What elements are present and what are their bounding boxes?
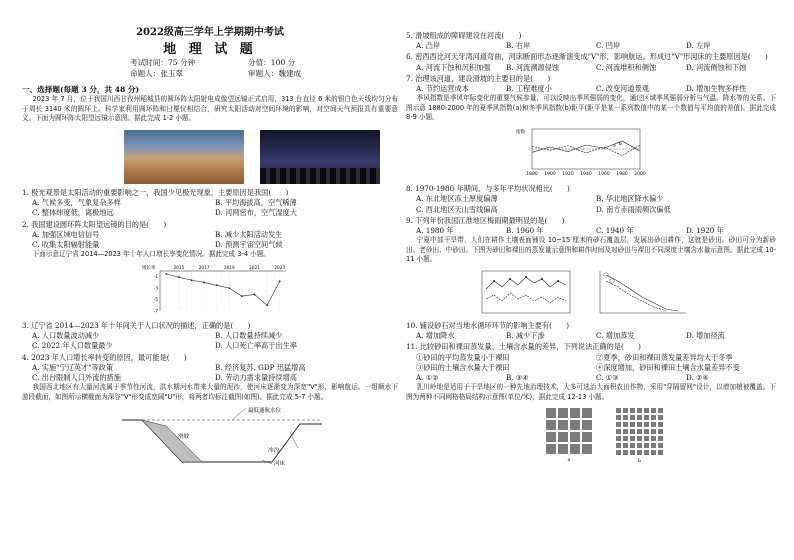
exam-time: 考试时间：75 分钟 [130, 58, 196, 67]
question-3 [22, 321, 398, 352]
option[interactable]: B. 人口数量持续减少 [215, 331, 283, 341]
monsoon-chart-svg [514, 125, 644, 179]
figure-label-left: 滑坡 [178, 434, 190, 441]
series-annotation: a [613, 143, 616, 149]
question-stem: 10. 铺设砂石对当地水循环环节的影响主要有( ) [406, 321, 570, 330]
x-tick-label: 1900 [544, 172, 556, 177]
question-stem: 11. 比较砂田和裸田蒸发量、土壤含水量的差异，下列说法正确的是( ) [406, 342, 641, 352]
river-cross-section-svg [122, 406, 322, 466]
data-point [266, 304, 268, 306]
population-chart [142, 263, 398, 318]
option[interactable]: B. 1960 年 [506, 226, 544, 236]
telescope-photo-night [260, 130, 380, 184]
x-tick-label: 1960 [598, 172, 610, 177]
question-9 [406, 216, 776, 236]
evaporation-chart-svg [478, 269, 574, 319]
x-tick-label: 2019 [223, 264, 235, 270]
statement: ①砂田的平均蒸发量小于裸田 [416, 352, 510, 362]
sand-field-intro: 宁夏中部干旱带，人们在耕作土壤表面铺设 10~15 厘米的砂石覆盖层，发展出砂田耕作，这就是砂田。砂田可分为新砂田、老砂田、中砂田。下图为砂田和裸田的蒸发量示意图和耕作时间及对砂田与裸田不同深度土壤含水量示意图。据此完成 10-11 小题。 [406, 236, 776, 264]
series-annotation: b [619, 142, 622, 147]
option[interactable]: D. 劳动力需求量持续增高 [215, 373, 297, 383]
grid-label-a: a [567, 457, 571, 464]
data-point [203, 281, 205, 283]
figure-label-river: 河床 [274, 461, 286, 468]
option[interactable]: A. 气候多变，气象复杂多样 [32, 198, 121, 208]
exam-subtitle: 地 理 试 题 [163, 42, 257, 57]
x-tick-label: 2015 [173, 264, 185, 270]
option[interactable]: D. ②④ [686, 373, 709, 383]
population-intro: 下面示意辽宁省 2014—2023 年十年人口增长率变化情况。据此完成 3-4 小题。 [32, 250, 270, 259]
option[interactable]: A. 增加降水 [416, 331, 455, 341]
sand-field-figures [478, 269, 776, 319]
option[interactable]: C. 凹岸 [596, 41, 621, 51]
data-point [228, 287, 230, 289]
question-1 [22, 188, 398, 219]
y-axis-label: 指数 [516, 130, 525, 135]
option[interactable]: B. ③④ [506, 373, 529, 383]
y-tick-label: -1 [153, 274, 158, 280]
grid-figure-b [616, 408, 663, 466]
question-stem: 4. 2023 年人口增长率转变的原因，最可能是( ) [22, 352, 187, 362]
y-tick-label: -5 [153, 296, 158, 302]
option[interactable]: D. 增加生物多样性 [686, 84, 747, 94]
option[interactable]: D. 左岸 [686, 41, 711, 51]
option[interactable]: B. 右岸 [506, 41, 531, 51]
exam-author: 命题人：张玉翠 [130, 69, 184, 78]
x-tick-label: 1940 [580, 172, 592, 177]
question-7 [406, 74, 776, 94]
monsoon-chart [514, 125, 776, 182]
option[interactable]: C. 改变河道景观 [596, 84, 649, 94]
exam-reviewer: 审题人：魏建成 [248, 69, 302, 78]
statement: ③砂田的土壤含水量大于裸田 [416, 362, 510, 372]
option[interactable]: D. 河流侧蚀和下蚀 [686, 62, 747, 72]
telescope-photo-desert [124, 130, 244, 184]
question-5 [406, 31, 776, 51]
data-point [216, 284, 218, 286]
question-10 [406, 321, 776, 341]
x-tick-label: 2023 [274, 264, 286, 270]
option[interactable]: D. 预测宇宙空间气候 [215, 240, 283, 249]
data-point [254, 293, 256, 295]
option[interactable]: A. 1980 年 [416, 226, 454, 236]
series-line [532, 145, 640, 156]
option[interactable]: B. 河流溯源侵蚀 [506, 62, 559, 72]
x-tick-label: 2021 [249, 264, 260, 270]
option[interactable]: D. 河网密布，空气湿度大 [215, 208, 297, 218]
question-2 [22, 220, 398, 251]
option[interactable]: B. 平均海拔高，空气稀薄 [215, 198, 297, 208]
y-tick-label: -3 [153, 285, 158, 291]
question-stem: 1. 极光观景是太阳活动的重要影响之一，我国少见极光现象，主要原因是我国( ) [22, 187, 289, 197]
option[interactable]: D. 1920 年 [686, 226, 724, 236]
x-tick-label: 2017 [198, 264, 210, 270]
option[interactable]: A. 凸岸 [416, 41, 441, 51]
grid-pattern-a [546, 408, 592, 454]
figure-label-right: 冲沟 [268, 448, 280, 455]
option[interactable]: D. 南方赤雨雨频次偏低 [596, 204, 671, 214]
question-stem: 8. 1970-1980 年期间，与多年平均状况相比( ) [406, 184, 570, 194]
option[interactable]: C. 出台限制人口外流的措施 [32, 373, 121, 383]
section-heading: 一、选择题(每题 3 分，共 48 分) [22, 85, 140, 94]
monsoon-intro: 季风指数是季风年际变化的重要气候参量，可以反映出季风强弱的变化，通过区域季风强弱分析与气温、降水等的关系。下图示意 1880-2000 年的夏季风指数(a)和冬季风指数(b)距平(距平是某一系列数值中的某一个数值与平均值的差值)。据此完成 8-9 小题。 [406, 94, 776, 122]
question-6 [406, 52, 776, 72]
data-point [241, 295, 243, 297]
question-stem: 5. 滑坡组成的障碍建设在河流( ) [406, 31, 522, 40]
grid-intro: 乳川岭地是适用于干旱地区的一种先地治理技术，大多可选治大面积农田作物，采用"穿隔留网"设计，以增加植被覆盖。下图为两种不同网格格局结构示意图(单位/米)，据此完成 12-13 小题。 [406, 383, 776, 401]
series-line [166, 274, 279, 305]
left-column [22, 0, 398, 470]
x-tick-label: 1980 [616, 172, 628, 177]
option[interactable]: C. 河流堆积和侧蚀 [596, 62, 657, 72]
question-stem: 7. 治理该河道，建设滑坡的主要目的是( ) [406, 73, 551, 83]
question-stem: 3. 辽宁省 2014—2023 年十年间关于人口状况的描述，正确的是( ) [22, 321, 251, 330]
intro-paragraph: 2023 年 7 月，位于我国川西甘孜州稻城县的圆环阵太阳射电成像望远镜正式启用，313 台直径 6 米的银白色天线均匀分布于周长 3140 米的圆环上。科学家利用圆环阵和日冕仪相结合，研究太阳活动对空间环境的影响，对空间天气预报具有重要意义。下面为圆环阵太阳望远镜示意图。据此完成 1-2 小题。 [22, 95, 398, 123]
question-11 [406, 342, 776, 383]
question-4 [22, 353, 398, 384]
series-line [532, 141, 640, 152]
data-point [279, 280, 281, 282]
population-chart-svg [142, 263, 292, 315]
y-tick-label: -7 [153, 308, 158, 314]
statement: ④深度增加，砂田和裸田土壤含水量差异不变 [596, 362, 740, 372]
option[interactable]: C. 增加蒸发 [596, 331, 635, 341]
right-column [406, 30, 776, 467]
option[interactable]: A. 加强区域电信信号 [32, 229, 100, 239]
option[interactable]: B. 减少太阳活动发生 [215, 229, 283, 239]
figure-label-top: 最低通航水位 [248, 408, 282, 415]
exam-score: 分值：100 分 [248, 58, 296, 67]
option[interactable]: B. 工程难度小 [506, 84, 552, 94]
option[interactable]: A. 东北地区冻土厚度偏薄 [416, 194, 498, 204]
data-point [191, 279, 193, 281]
grid-pattern-b [616, 408, 663, 455]
option[interactable]: C. 西北地区天山雪线偏高 [416, 204, 498, 214]
grid-figures [546, 408, 776, 466]
statement: ②夏季，砂田和裸田蒸发量差异均大于冬季 [596, 352, 733, 362]
y-axis-label: 增长率 [142, 265, 156, 271]
option[interactable]: C. ①③ [596, 373, 619, 383]
option[interactable]: C. 收集太阳辐射能量 [32, 240, 100, 249]
x-tick-label: 1920 [562, 172, 574, 177]
grid-figure-a [546, 408, 592, 466]
grid-label-b: b [637, 458, 642, 465]
question-8 [406, 184, 776, 215]
telescope-photos [124, 130, 398, 184]
data-point [178, 276, 180, 278]
question-stem: 2. 我国建设圆环阵太阳望远镜的目的是( ) [22, 219, 167, 229]
exam-title: 2022级高三学年上学期期中考试 [136, 27, 284, 38]
option[interactable]: B. 减少下渗 [506, 331, 545, 341]
question-stem: 9. 下列年份我国江淮地区梅雨期最明显的是( ) [406, 215, 565, 225]
option[interactable]: B. 经济复苏, GDP 迅猛增高 [215, 362, 306, 372]
exam-meta-row-1 [22, 57, 398, 68]
river-intro: 我国西北地区有大量河流属于季节性河流，洪水期河水带来大量的泥沙，使河床逐渐变为深宽"V"形，影响航运。一组顺水下游段截面，如图所示横截面为深谷"V"形变成宽阔"U"形，将两者均标注截图(如图)。据此完成 5-7 小题。 [22, 383, 398, 401]
option[interactable]: A. 节约运营成本 [416, 84, 469, 94]
river-cross-section-figure [122, 406, 398, 469]
option[interactable]: A. 河流下蚀和沉积加强 [416, 62, 491, 72]
option[interactable]: D. 增加径流 [686, 331, 725, 341]
option[interactable]: C. 1940 年 [596, 226, 634, 236]
option[interactable]: D. 人口死亡率高于出生率 [215, 341, 297, 351]
option[interactable]: C. 2022 年人口数量最少 [32, 341, 113, 351]
option[interactable]: A. ①② [416, 373, 439, 383]
option[interactable]: B. 华北地区降水偏少 [596, 194, 664, 204]
question-stem: 6. 密西西比河天牙湾河道弯曲，河床断面形态逐渐演变成"V"形，影响航运。形成过"V"形河床的主要原因是( ) [406, 52, 768, 62]
x-tick-label: 1880 [526, 172, 538, 177]
option[interactable]: A. 人口数量波动减少 [32, 331, 100, 341]
data-point [165, 273, 167, 275]
exam-meta-row-2 [22, 68, 398, 79]
option[interactable]: C. 整体纬度低，离极地远 [32, 208, 114, 218]
soil-moisture-chart-svg [594, 269, 690, 319]
option[interactable]: A. 实施"宁辽英才"等政策 [32, 362, 114, 372]
x-tick-label: 2000 [634, 172, 646, 177]
